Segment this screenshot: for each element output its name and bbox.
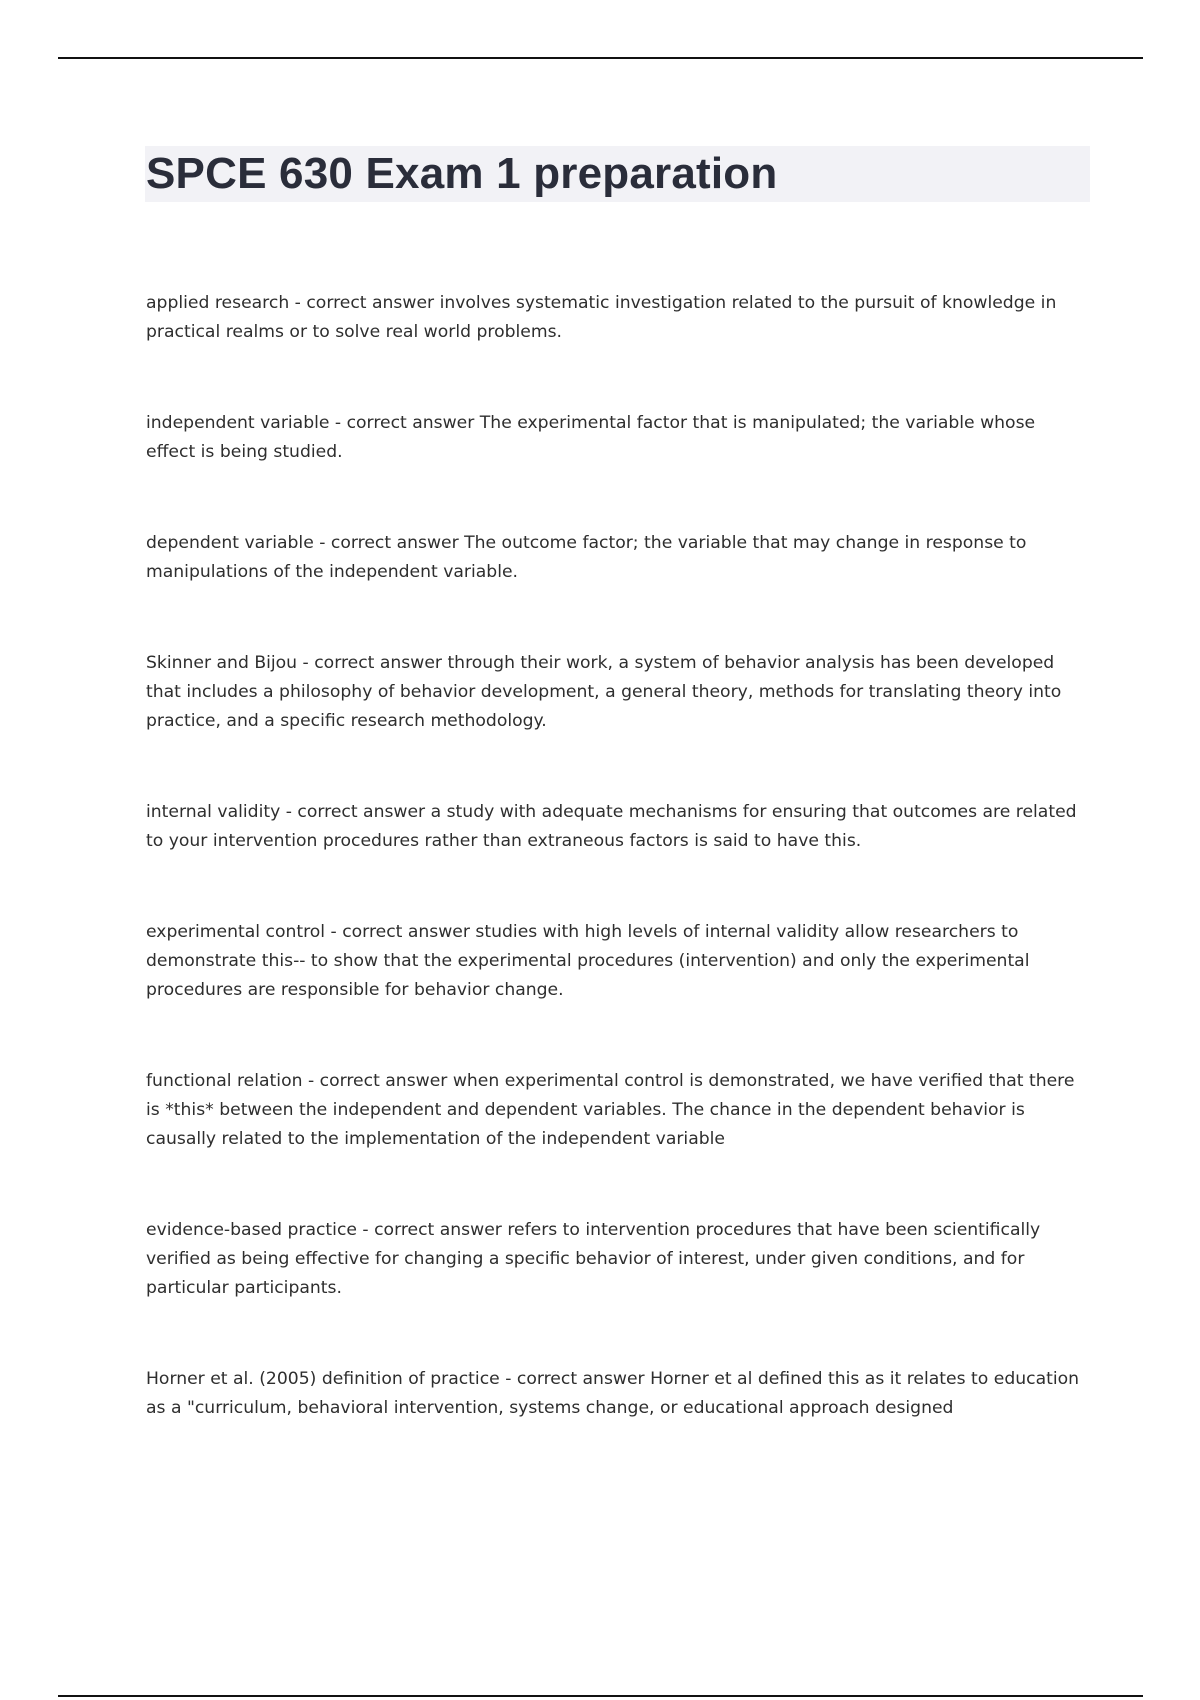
entry-separator: - bbox=[325, 922, 343, 942]
entry-term: experimental control bbox=[146, 922, 326, 942]
entry-definition: The outcome factor; the variable that may change in response to manipulations of the independent variable. bbox=[146, 533, 1027, 582]
answer-label: correct answer bbox=[516, 1369, 645, 1389]
answer-label: correct answer bbox=[346, 413, 475, 433]
entry-term: applied research bbox=[146, 293, 290, 313]
answer-label: correct answer bbox=[330, 533, 459, 553]
entry-separator: - bbox=[297, 653, 315, 673]
flashcard-entry bbox=[146, 529, 1086, 587]
bottom-rule bbox=[58, 1695, 1143, 1697]
flashcard-entry bbox=[146, 798, 1086, 856]
entry-term: Skinner and Bijou bbox=[146, 653, 298, 673]
entry-separator: - bbox=[329, 413, 347, 433]
flashcard-entry bbox=[146, 649, 1086, 736]
entry-definition: refers to intervention procedures that have been scientifically verified as being effective for changing a specific behavior of interest, under given conditions, and for particular participants. bbox=[146, 1220, 1041, 1298]
answer-label: correct answer bbox=[374, 1220, 502, 1240]
entry-definition: a study with adequate mechanisms for ensuring that outcomes are related to your intervention procedures rather than extraneous factors is said to have this. bbox=[146, 802, 1077, 851]
answer-label: correct answer bbox=[319, 1071, 448, 1091]
flashcard-list bbox=[146, 289, 1086, 1485]
entry-separator: - bbox=[280, 802, 298, 822]
flashcard-entry bbox=[146, 289, 1086, 347]
page-title: SPCE 630 Exam 1 preparation bbox=[146, 149, 778, 198]
entry-separator: - bbox=[499, 1369, 517, 1389]
entry-definition: The experimental factor that is manipulated; the variable whose effect is being studied. bbox=[146, 413, 1036, 462]
entry-separator: - bbox=[289, 293, 307, 313]
entry-term: internal validity bbox=[146, 802, 281, 822]
entry-term: dependent variable bbox=[146, 533, 314, 553]
answer-label: correct answer bbox=[314, 653, 442, 673]
entry-definition: through their work, a system of behavior analysis has been developed that includes a philosophy of behavior development, a general theory, methods for translating theory into practice, and a specific research methodology. bbox=[146, 653, 1062, 731]
entry-term: functional relation bbox=[146, 1071, 303, 1091]
flashcard-entry bbox=[146, 409, 1086, 467]
answer-label: correct answer bbox=[306, 293, 435, 313]
entry-separator: - bbox=[302, 1071, 320, 1091]
flashcard-entry bbox=[146, 918, 1086, 1005]
entry-term: independent variable bbox=[146, 413, 330, 433]
entry-separator: - bbox=[313, 533, 331, 553]
answer-label: correct answer bbox=[342, 922, 470, 942]
answer-label: correct answer bbox=[297, 802, 426, 822]
entry-definition: when experimental control is demonstrated, we have verified that there is *this* between the independent and dependent variables. The chance in the dependent behavior is causally related to the implementation of the independent variable bbox=[146, 1071, 1075, 1149]
entry-definition: studies with high levels of internal validity allow researchers to demonstrate this-- to show that the experimental procedures (intervention) and only the experimental procedures are responsible for behavior change. bbox=[146, 922, 1030, 1000]
entry-term: evidence-based practice bbox=[146, 1220, 357, 1240]
entry-definition: involves systematic investigation related to the pursuit of knowledge in practical realms or to solve real world problems. bbox=[146, 293, 1057, 342]
flashcard-entry bbox=[146, 1067, 1086, 1154]
entry-definition: Horner et al defined this as it relates to education as a "curriculum, behavioral intervention, systems change, or educational approach designed bbox=[146, 1369, 1080, 1418]
flashcard-entry bbox=[146, 1365, 1086, 1423]
entry-separator: - bbox=[356, 1220, 375, 1240]
flashcard-entry bbox=[146, 1216, 1086, 1303]
top-rule bbox=[58, 57, 1143, 59]
entry-term: Horner et al. (2005) definition of practice bbox=[146, 1369, 500, 1389]
